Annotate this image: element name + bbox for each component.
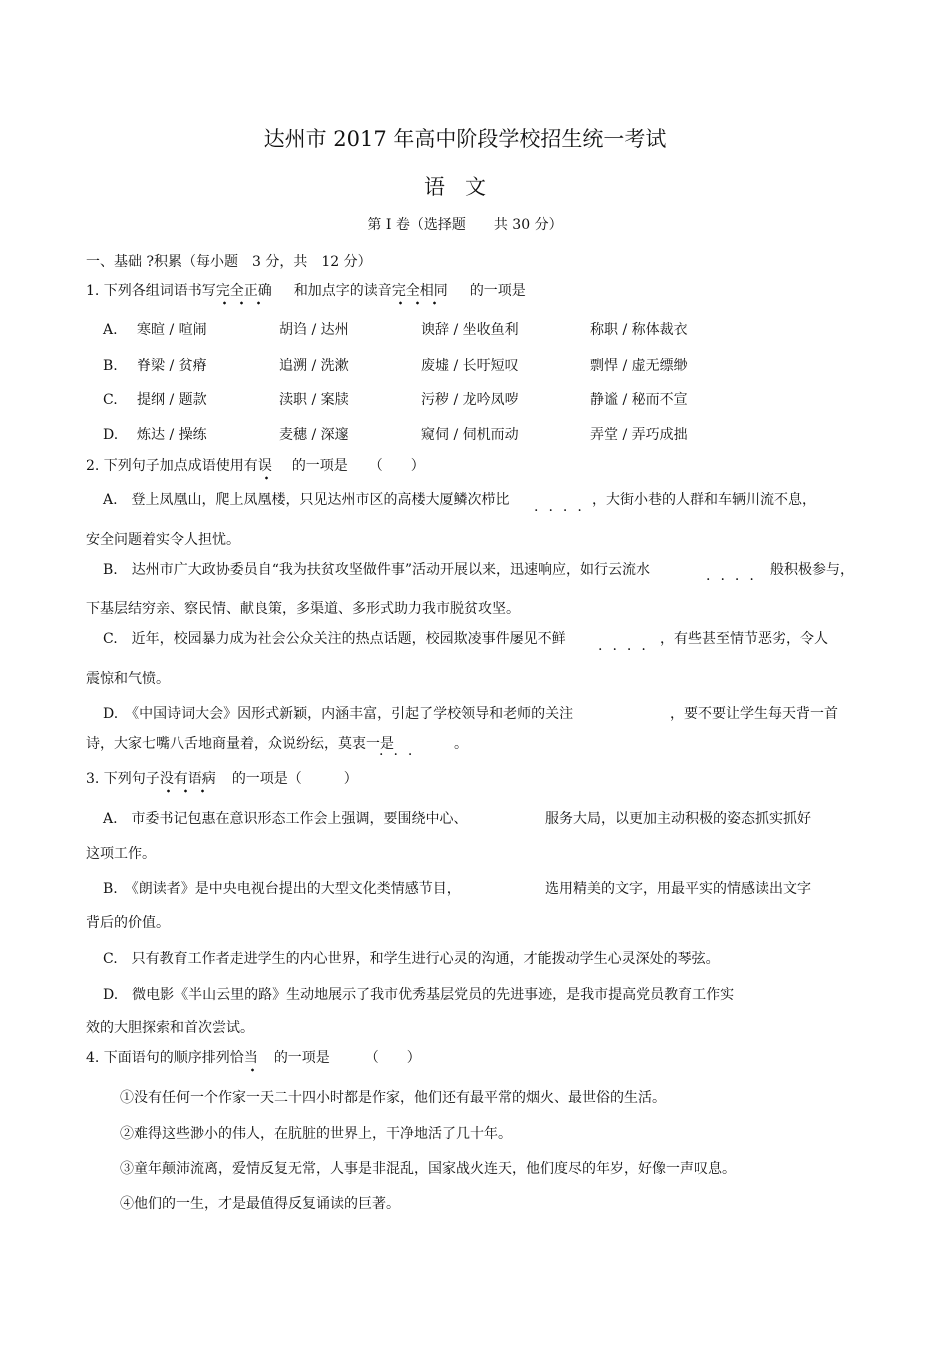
part-title: 第 I 卷（选择题 共 30 分） <box>367 217 563 233</box>
q2-option-d-line1b: ，要不要让学生每天背一首 <box>670 706 838 722</box>
option-item: 提纲 / 题款 <box>137 392 207 408</box>
option-item: 静谧 / 秘而不宣 <box>590 392 688 408</box>
q1-stem-part: 和加点字的读音 <box>293 283 392 299</box>
option-item: 弄堂 / 弄巧成拙 <box>590 427 688 443</box>
q4-emphasis: 当 <box>244 1050 258 1073</box>
question-3-stem <box>86 770 358 788</box>
q3-option-a-line2: 这项工作。 <box>86 846 156 862</box>
q2-option-c-line1: C. 近年，校园暴力成为社会公众关注的热点话题，校园欺凌事件屡见不鲜 <box>103 631 566 647</box>
option-item: 寒暄 / 喧闹 <box>137 322 207 338</box>
q3-option-b-line1: B. 《朗读者》是中央电视台提出的大型文化类情感节目， <box>103 881 461 897</box>
q2-option-b-line2: 下基层结穷亲、察民情、献良策，多渠道、多形式助力我市脱贫攻坚。 <box>86 601 520 617</box>
subject-title: 语文 <box>424 175 506 199</box>
q3-option-d-line1: D. 微电影《半山云里的路》生动地展示了我市优秀基层党员的先进事迹，是我市提高党员教育工作实 <box>103 987 735 1003</box>
q3-option-b-line2: 背后的价值。 <box>86 915 170 931</box>
q4-stem-part: 4. 下面语句的顺序排列恰 <box>86 1050 244 1066</box>
q3-emphasis: 没有语病 <box>160 771 216 794</box>
q1-emphasis: 完全相同 <box>392 283 448 306</box>
emphasis-dots: .... <box>706 568 764 584</box>
q2-option-d-line2: 诗，大家七嘴八舌地商量着，众说纷纭，莫衷一是 <box>86 736 394 752</box>
question-2-stem <box>86 457 425 475</box>
option-item: 胡诌 / 达州 <box>279 322 349 338</box>
q2-option-c-line2: 震惊和气愤。 <box>86 671 170 687</box>
q4-sentence-1: ①没有任何一个作家一天二十四小时都是作家，他们还有最平常的烟火、最世俗的生活。 <box>120 1090 666 1106</box>
option-label: A. <box>103 322 118 338</box>
emphasis-dots: .... <box>598 638 656 654</box>
q4-sentence-3: ③童年颠沛流离，爱情反复无常，人事是非混乱，国家战火连天，他们度尽的年岁，好像一声叹息。 <box>120 1161 736 1177</box>
q2-option-a-line1b: ，大街小巷的人群和车辆川流不息， <box>592 492 816 508</box>
option-item: 谀辞 / 坐收鱼利 <box>421 322 519 338</box>
emphasis-dots: ... <box>379 743 423 759</box>
q2-stem-part: 2. 下列句子加点成语使用有 <box>86 458 258 474</box>
q2-option-b-line1: B. 达州市广大政协委员自“我为扶贫攻坚做件事”活动开展以来，迅速响应，如行云流水 <box>103 562 651 578</box>
exam-title: 达州市 2017 年高中阶段学校招生统一考试 <box>263 127 667 151</box>
option-item: 炼达 / 操练 <box>137 427 207 443</box>
q3-option-a-line1b: 服务大局，以更加主动积极的姿态抓实抓好 <box>545 811 811 827</box>
q2-option-a-line2: 安全问题着实令人担忧。 <box>86 532 240 548</box>
question-4-stem <box>86 1049 421 1067</box>
option-item: 麦穗 / 深邃 <box>279 427 349 443</box>
q4-sentence-2: ②难得这些渺小的伟人，在肮脏的世界上，干净地活了几十年。 <box>120 1126 512 1142</box>
section-heading: 一、基础 ?积累（每小题 3 分，共 12 分） <box>86 254 372 270</box>
q2-option-c-line1b: ，有些甚至情节恶劣，令人 <box>660 631 828 647</box>
q2-option-a-line1: A. 登上凤凰山，爬上凤凰楼，只见达州市区的高楼大厦鳞次栉比 <box>103 492 510 508</box>
option-item: 追溯 / 洗漱 <box>279 358 349 374</box>
option-label: B. <box>103 358 118 374</box>
q1-stem-part: 的一项是 <box>469 283 526 299</box>
q4-stem-part: 的一项是 （ ） <box>273 1050 421 1066</box>
q2-option-d-line1: D. 《中国诗词大会》因形式新颖，内涵丰富，引起了学校领导和老师的关注 <box>103 706 574 722</box>
q3-option-a-line1: A. 市委书记包惠在意识形态工作会上强调，要围绕中心、 <box>103 811 468 827</box>
option-item: 称职 / 称体裁衣 <box>590 322 688 338</box>
q2-option-b-line1b: 般积极参与， <box>770 562 854 578</box>
option-item: 渎职 / 案牍 <box>279 392 349 408</box>
q3-option-b-line1b: 选用精美的文字，用最平实的情感读出文字 <box>545 881 811 897</box>
q3-option-c: C. 只有教育工作者走进学生的内心世界，和学生进行心灵的沟通，才能拨动学生心灵深处的琴弦。 <box>103 951 720 967</box>
q3-option-d-line2: 效的大胆探索和首次尝试。 <box>86 1020 254 1036</box>
emphasis-dots: .... <box>534 499 592 515</box>
question-1-stem <box>86 282 526 300</box>
option-item: 剽悍 / 虚无缥缈 <box>590 358 688 374</box>
q1-emphasis: 完全正确 <box>216 283 272 306</box>
option-item: 废墟 / 长吁短叹 <box>421 358 519 374</box>
option-label: C. <box>103 392 118 408</box>
option-label: D. <box>103 427 119 443</box>
q2-option-d-line2b: 。 <box>454 736 468 752</box>
q4-sentence-4: ④他们的一生，才是最值得反复诵读的巨著。 <box>120 1196 400 1212</box>
option-item: 脊梁 / 贫瘠 <box>137 358 207 374</box>
q1-stem-part: 1. 下列各组词语书写 <box>86 283 216 299</box>
q3-stem-part: 3. 下列句子 <box>86 771 160 787</box>
option-item: 窥伺 / 伺机而动 <box>421 427 519 443</box>
q2-emphasis: 误 <box>258 458 272 481</box>
q2-stem-part: 的一项是 （ ） <box>291 458 425 474</box>
option-item: 污秽 / 龙吟凤哕 <box>421 392 519 408</box>
q3-stem-part: 的一项是（ ） <box>231 771 358 787</box>
